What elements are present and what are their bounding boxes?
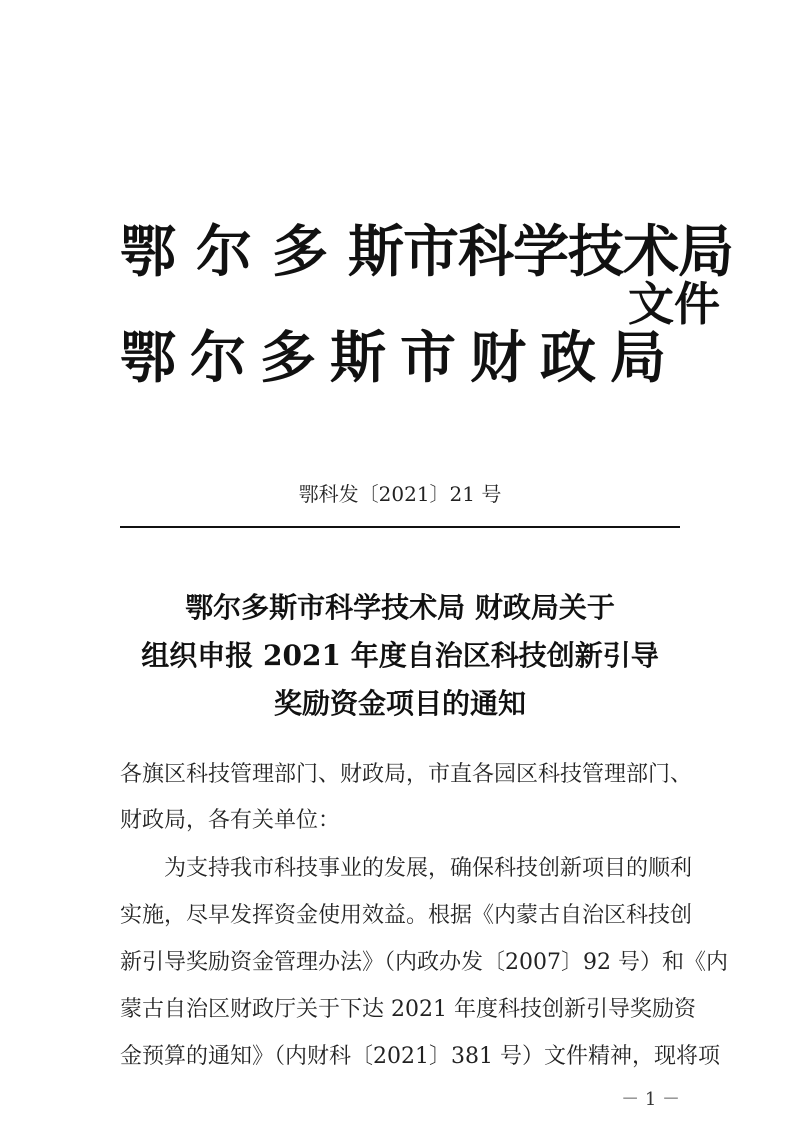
document-header-suffix: 文件 [628,277,720,331]
body-line-4: 实施，尽早发挥资金使用效益。根据《内蒙古自治区科技创 [120,903,693,928]
body-line-3: 为支持我市科技事业的发展，确保科技创新项目的顺利 [164,856,693,881]
document-number: 鄂科发〔2021〕21 号 [298,482,502,506]
document-title-line-3: 奖励资金项目的通知 [273,687,526,720]
document-title-line-1: 鄂尔多斯市科学技术局 财政局关于 [185,591,615,624]
body-line-1: 各旗区科技管理部门、财政局，市直各园区科技管理部门、 [120,762,693,787]
body-line-6: 蒙古自治区财政厅关于下达 2021 年度科技创新引导奖励资 [120,997,696,1022]
issuer-name-part-a: 鄂尔多 [120,219,348,285]
header-divider [120,526,680,528]
issuer-name-part-b: 斯市科学技术局 [348,219,733,285]
body-line-5: 新引导奖励资金管理办法》（内政办发〔2007〕92 号）和《内 [120,950,728,975]
body-line-7: 金预算的通知》（内财科〔2021〕381 号）文件精神，现将项 [120,1044,720,1069]
document-title-line-2: 组织申报 2021 年度自治区科技创新引导 [141,639,659,672]
body-line-2: 财政局，各有关单位： [120,808,341,833]
issuer-name-science-bureau [120,219,733,285]
page-number: － 1 － [621,1089,680,1110]
issuer-name-finance-bureau: 鄂尔多斯市财政局 [120,325,680,391]
